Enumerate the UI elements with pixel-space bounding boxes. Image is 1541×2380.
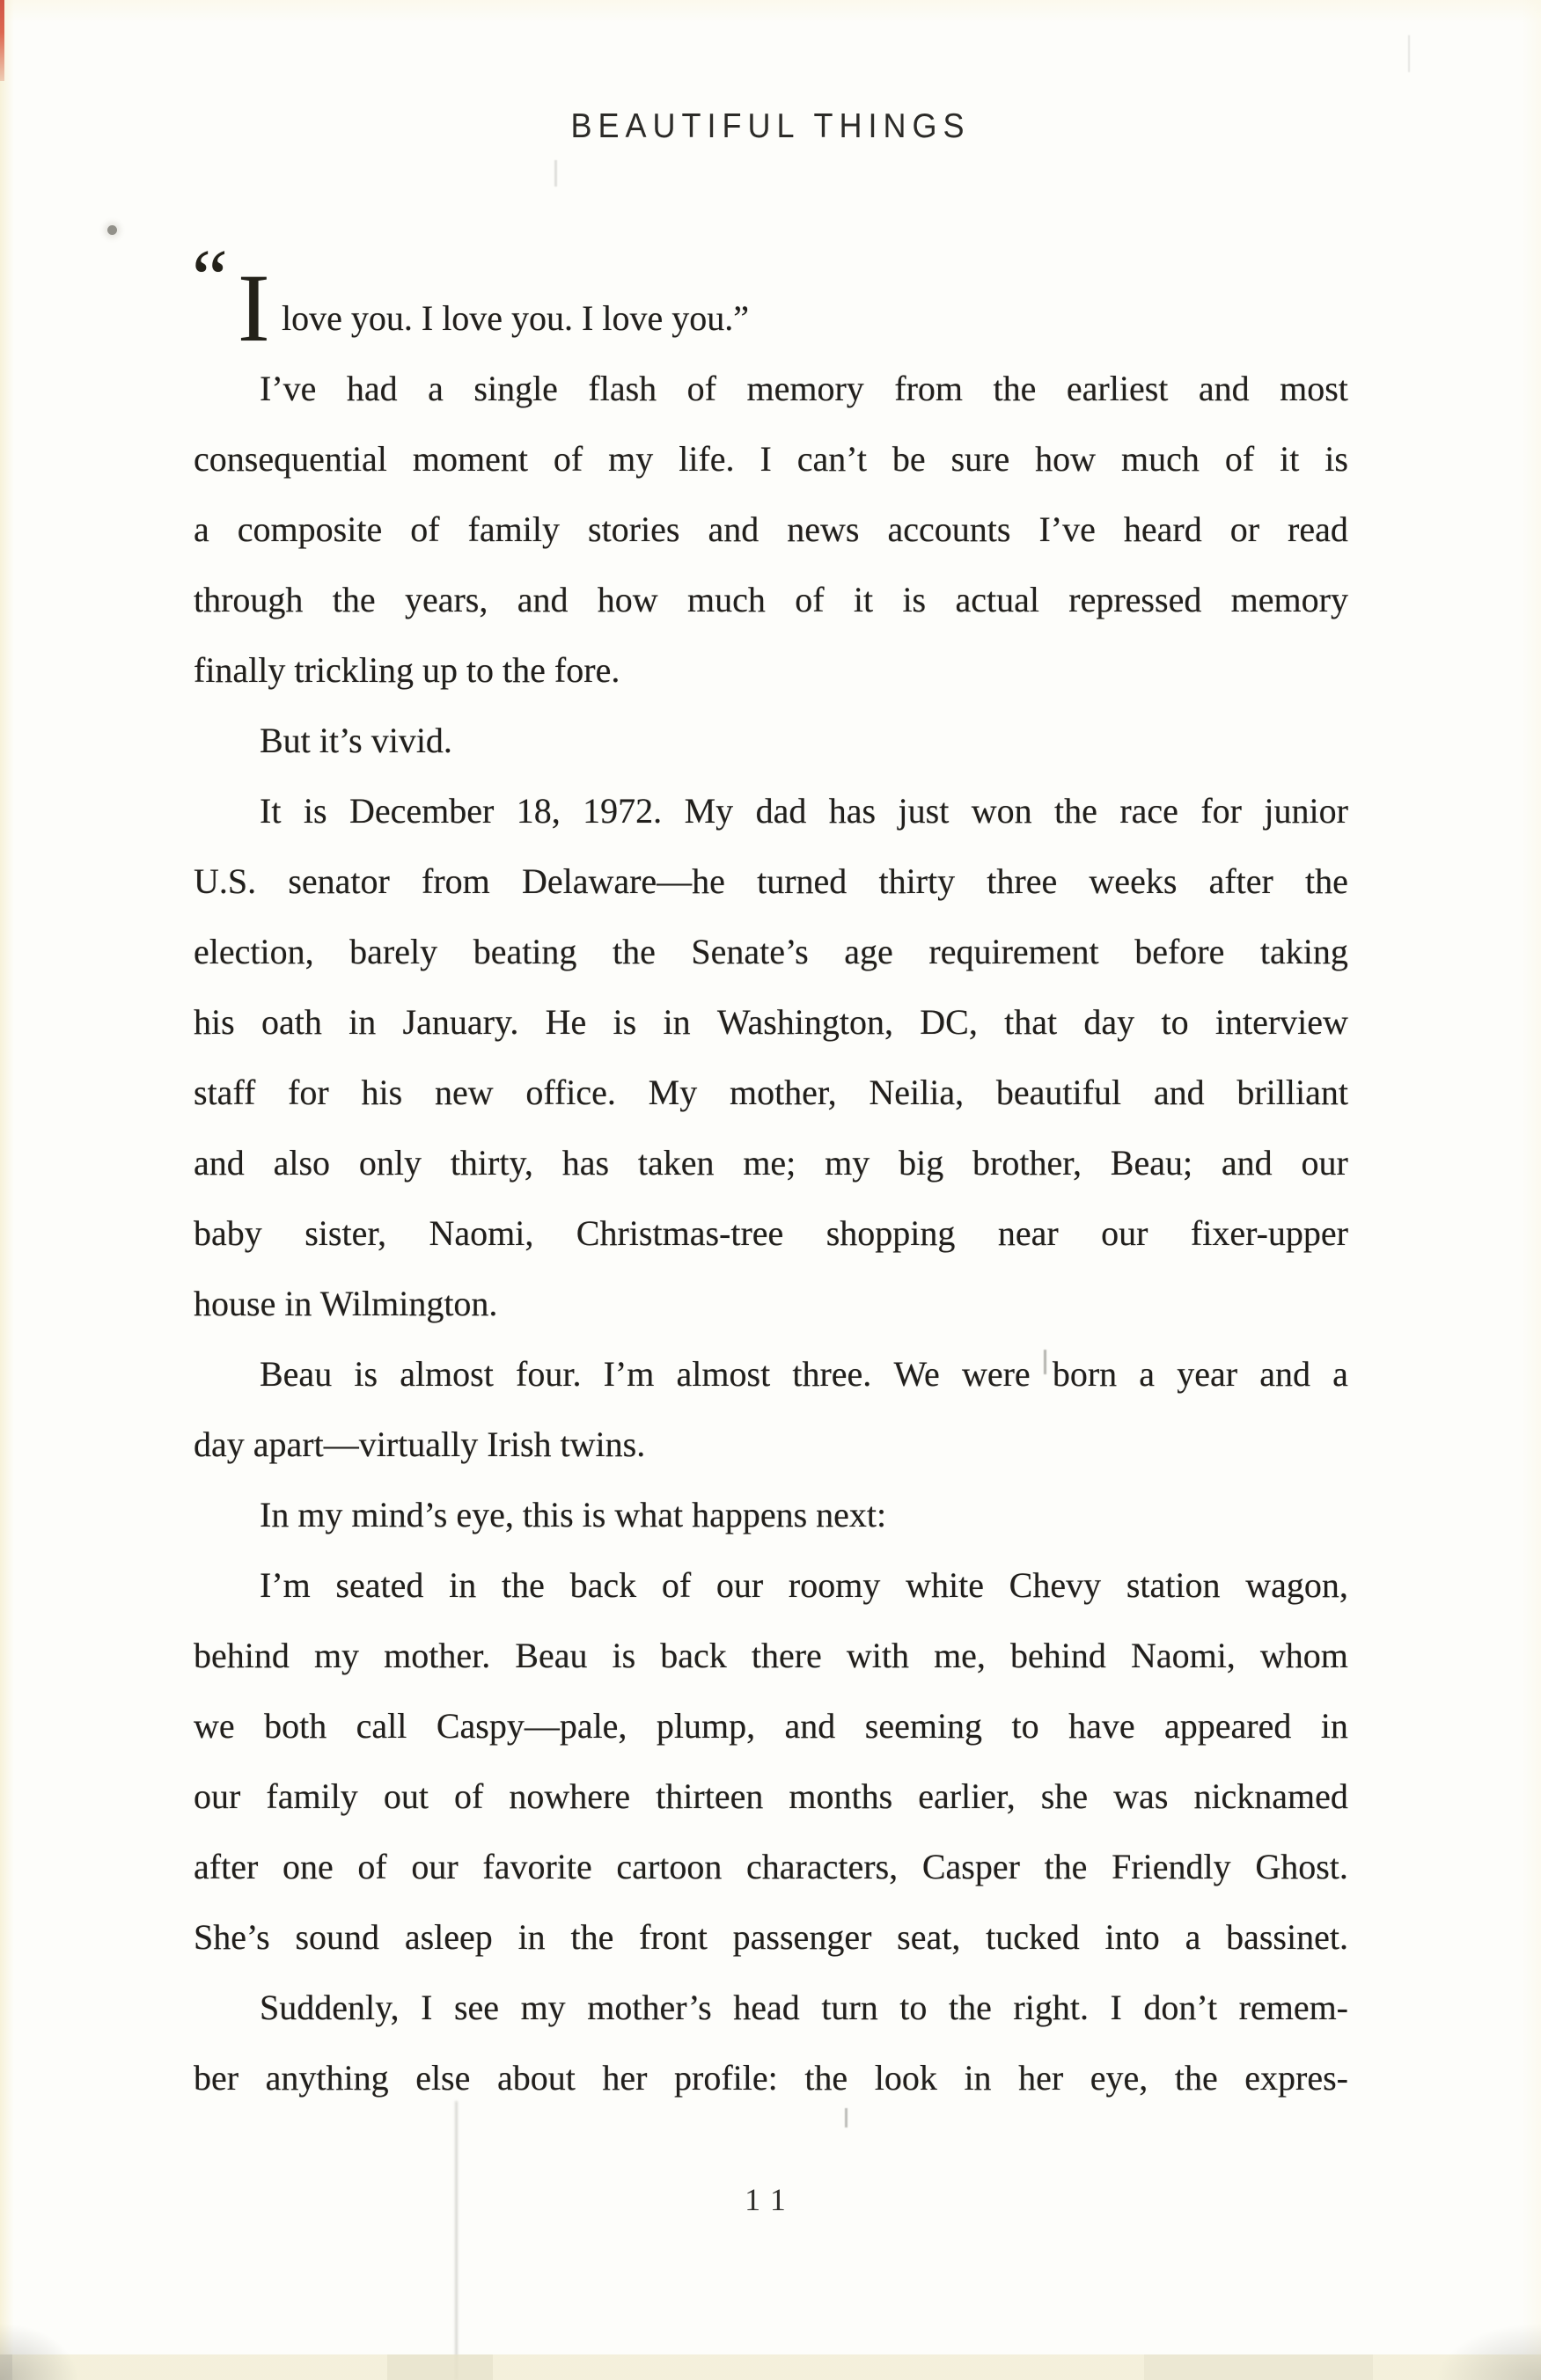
word: new <box>434 1073 494 1112</box>
text-line <box>194 1902 1348 1973</box>
word: her <box>602 2058 648 2098</box>
word: mother’s <box>587 1988 712 2027</box>
word: after <box>1208 861 1273 901</box>
word: my <box>825 1143 870 1183</box>
text-line: day apart—virtually Irish twins. <box>194 1424 646 1464</box>
word: junior <box>1264 791 1348 831</box>
scan-corner-shadow <box>1435 2323 1541 2380</box>
word: how <box>597 580 658 619</box>
word: to <box>899 1988 928 2027</box>
word: Caspy—pale, <box>436 1706 627 1746</box>
word: for <box>288 1073 329 1112</box>
word: December <box>349 791 495 831</box>
word: for <box>1200 791 1242 831</box>
text-line <box>194 917 1348 987</box>
word: news <box>787 509 860 549</box>
word: has <box>828 791 877 831</box>
word: call <box>356 1706 407 1746</box>
word: almost <box>676 1354 771 1394</box>
word: earlier, <box>918 1776 1016 1816</box>
word: the <box>612 932 656 971</box>
word: I’ve <box>1038 509 1096 549</box>
word: anything <box>265 2058 389 2098</box>
word: years, <box>404 580 488 619</box>
word: is <box>902 580 927 619</box>
running-header: BEAUTIFUL THINGS <box>570 106 971 145</box>
word: sure <box>950 439 1010 479</box>
text-line <box>194 565 1348 635</box>
word: the <box>502 1565 545 1605</box>
word: from <box>422 861 490 901</box>
word: from <box>894 369 964 408</box>
word: behind <box>194 1636 290 1675</box>
text-line: finally trickling up to the fore. <box>194 650 620 690</box>
word: family <box>266 1776 358 1816</box>
opening-line-text: love you. I love you. I love you.” <box>282 298 749 338</box>
word: 1972. <box>583 791 663 831</box>
word: months <box>789 1776 893 1816</box>
word: passenger <box>732 1917 872 1957</box>
word: station <box>1126 1565 1221 1605</box>
raised-initial-letter: I <box>238 254 270 362</box>
word: senator <box>288 861 390 901</box>
word: my <box>608 439 654 479</box>
word: her <box>1018 2058 1064 2098</box>
word: one <box>282 1847 334 1886</box>
word: nowhere <box>509 1776 631 1816</box>
word: DC, <box>920 1002 978 1042</box>
word: can’t <box>796 439 867 479</box>
word: in <box>663 1002 691 1042</box>
word: back <box>569 1565 637 1605</box>
word: Naomi, <box>429 1213 534 1253</box>
word: barely <box>349 932 438 971</box>
word: and <box>194 1143 245 1183</box>
word: tucked <box>986 1917 1080 1957</box>
word: also <box>273 1143 331 1183</box>
word: Neilia, <box>869 1073 965 1112</box>
word: oath <box>261 1002 322 1042</box>
word: seeming <box>864 1706 983 1746</box>
word: eye, <box>1090 2058 1148 2098</box>
word: through <box>194 580 304 619</box>
word: nicknamed <box>1193 1776 1348 1816</box>
word: asleep <box>404 1917 493 1957</box>
text-line <box>194 354 1348 424</box>
word: family <box>467 509 560 549</box>
word: in <box>1320 1706 1348 1746</box>
word: It <box>260 791 282 831</box>
word: the <box>948 1988 992 2027</box>
word: race <box>1119 791 1178 831</box>
text-line <box>194 1691 1348 1761</box>
word: of <box>686 369 716 408</box>
word: Beau; <box>1110 1143 1193 1183</box>
body-text-block <box>192 233 1348 2113</box>
word: memory <box>1230 580 1348 619</box>
word: my <box>520 1988 566 2027</box>
word: He <box>545 1002 587 1042</box>
word: I’m <box>603 1354 655 1394</box>
text-line <box>194 1973 1348 2043</box>
word: taken <box>637 1143 715 1183</box>
word: 18, <box>516 791 561 831</box>
word: thirteen <box>656 1776 764 1816</box>
word: the <box>1174 2058 1218 2098</box>
word: mother. <box>384 1636 491 1675</box>
word: and <box>1259 1354 1310 1394</box>
word: baby <box>194 1213 262 1253</box>
scan-artifact-red-mark <box>0 0 4 81</box>
scan-artifact-tick <box>1044 1350 1046 1374</box>
word: a <box>194 509 209 549</box>
word: cartoon <box>616 1847 723 1886</box>
word: election, <box>194 932 314 971</box>
word: moment <box>412 439 528 479</box>
word: is <box>613 1002 637 1042</box>
text-line-opening <box>192 233 1348 362</box>
text-line <box>194 1832 1348 1902</box>
word: I <box>421 1988 433 2027</box>
word: My <box>648 1073 698 1112</box>
word: of <box>357 1847 387 1886</box>
word: remem- <box>1238 1988 1348 2027</box>
word: wagon, <box>1245 1565 1348 1605</box>
word: We <box>893 1354 940 1394</box>
word: just <box>898 791 950 831</box>
word: to <box>1011 1706 1039 1746</box>
word: of <box>553 439 583 479</box>
word: me; <box>743 1143 796 1183</box>
word: of <box>410 509 440 549</box>
word: is <box>354 1354 378 1394</box>
word: and <box>784 1706 836 1746</box>
word: to <box>1161 1002 1189 1042</box>
scan-artifact-tick <box>1408 35 1410 72</box>
word: Naomi, <box>1130 1636 1236 1675</box>
word: front <box>639 1917 708 1957</box>
word: I <box>759 439 772 479</box>
text-line <box>194 1128 1348 1198</box>
word: sister, <box>305 1213 387 1253</box>
word: bassinet. <box>1226 1917 1348 1957</box>
word: back <box>660 1636 727 1675</box>
word: have <box>1068 1706 1135 1746</box>
word: in <box>349 1002 377 1042</box>
word: look <box>874 2058 937 2098</box>
word: My <box>684 791 734 831</box>
word: beating <box>473 932 577 971</box>
word: near <box>997 1213 1059 1253</box>
word: the <box>570 1917 614 1957</box>
word: roomy <box>788 1565 881 1605</box>
word: Beau <box>515 1636 588 1675</box>
word: office. <box>525 1073 616 1112</box>
word: was <box>1113 1776 1169 1816</box>
word: in <box>964 2058 992 2098</box>
word: be <box>892 439 926 479</box>
word: born <box>1052 1354 1118 1394</box>
word: behind <box>1010 1636 1106 1675</box>
text-line <box>194 1339 1348 1410</box>
word: plump, <box>656 1706 756 1746</box>
text-line: In my mind’s eye, this is what happens next: <box>260 1495 887 1534</box>
word: is <box>1325 439 1348 479</box>
word: there <box>751 1636 822 1675</box>
word: stories <box>588 509 680 549</box>
word: flash <box>588 369 657 408</box>
word: Delaware—he <box>521 861 725 901</box>
text-line: house in Wilmington. <box>194 1284 498 1323</box>
word: three. <box>792 1354 872 1394</box>
word: three <box>987 861 1058 901</box>
text-line <box>194 987 1348 1058</box>
word: big <box>899 1143 944 1183</box>
word: she <box>1040 1776 1089 1816</box>
word: the <box>993 369 1037 408</box>
word: four. <box>516 1354 582 1394</box>
word: or <box>1229 509 1260 549</box>
word: is <box>303 791 327 831</box>
word: Suddenly, <box>260 1988 400 2027</box>
opening-quote-mark: “ <box>192 233 224 323</box>
text-line <box>194 846 1348 917</box>
word: a <box>1185 1917 1201 1957</box>
word: whom <box>1259 1636 1348 1675</box>
word: I’ve <box>260 369 317 408</box>
word: consequential <box>194 439 387 479</box>
scan-page-edge-band <box>0 2354 1541 2380</box>
word: thirty <box>878 861 956 901</box>
word: see <box>453 1988 500 2027</box>
word: composite <box>237 509 383 549</box>
word: memory <box>746 369 864 408</box>
word: heard <box>1123 509 1202 549</box>
word: our <box>715 1565 764 1605</box>
word: that <box>1004 1002 1058 1042</box>
word: and <box>708 509 759 549</box>
word: our <box>411 1847 459 1886</box>
scan-artifact-tick <box>554 160 557 187</box>
word: appeared <box>1164 1706 1292 1746</box>
word: She’s <box>194 1917 270 1957</box>
word: it <box>1280 439 1300 479</box>
word: much <box>1121 439 1200 479</box>
word: dad <box>755 791 807 831</box>
text-line <box>194 424 1348 494</box>
word: after <box>194 1847 259 1886</box>
word: Chevy <box>1009 1565 1102 1605</box>
word: repressed <box>1068 580 1202 619</box>
word: year <box>1177 1354 1238 1394</box>
word: seated <box>335 1565 424 1605</box>
word: and <box>517 580 569 619</box>
word: interview <box>1214 1002 1348 1042</box>
word: seat, <box>897 1917 961 1957</box>
word: his <box>194 1002 235 1042</box>
word: and <box>1153 1073 1205 1112</box>
word: I <box>1110 1988 1122 2027</box>
word: our <box>194 1776 241 1816</box>
word: before <box>1134 932 1225 971</box>
word: only <box>358 1143 422 1183</box>
word: age <box>844 932 893 971</box>
word: Senate’s <box>691 932 809 971</box>
word: staff <box>194 1073 256 1112</box>
word: we <box>194 1706 235 1746</box>
word: into <box>1104 1917 1160 1957</box>
word: shopping <box>826 1213 956 1253</box>
word: of <box>661 1565 692 1605</box>
word: I’m <box>260 1565 311 1605</box>
word: else <box>415 2058 471 2098</box>
text-line: But it’s vivid. <box>260 721 452 760</box>
word: profile: <box>674 2058 778 2098</box>
text-line <box>194 1761 1348 1832</box>
text-line <box>194 1058 1348 1128</box>
word: of <box>1224 439 1255 479</box>
text-line <box>194 1198 1348 1269</box>
text-line <box>194 1550 1348 1621</box>
word: turned <box>757 861 848 901</box>
text-line <box>194 1621 1348 1691</box>
word: almost <box>400 1354 494 1394</box>
word: out <box>383 1776 429 1816</box>
text-line <box>194 2043 1348 2113</box>
scan-artifact-crease <box>455 2101 458 2380</box>
word: much <box>687 580 766 619</box>
word: beautiful <box>995 1073 1122 1112</box>
word: his <box>361 1073 403 1112</box>
word: head <box>733 1988 800 2027</box>
word: the <box>1305 861 1348 901</box>
word: characters, <box>746 1847 899 1886</box>
word: ber <box>194 2058 239 2098</box>
word: brilliant <box>1236 1073 1348 1112</box>
word: Casper <box>921 1847 1020 1886</box>
word: weeks <box>1089 861 1178 901</box>
word: were <box>961 1354 1031 1394</box>
word: of <box>454 1776 484 1816</box>
word: Washington, <box>716 1002 894 1042</box>
word: January. <box>402 1002 519 1042</box>
word: Beau <box>260 1354 333 1394</box>
word: our <box>1301 1143 1348 1183</box>
word: life. <box>679 439 735 479</box>
word: most <box>1280 369 1348 408</box>
word: mother, <box>729 1073 837 1112</box>
word: won <box>971 791 1032 831</box>
word: taking <box>1259 932 1348 971</box>
word: fixer-upper <box>1190 1213 1348 1253</box>
word: the <box>1044 1847 1088 1886</box>
word: my <box>313 1636 360 1675</box>
word: brother, <box>972 1143 1082 1183</box>
page-number: 11 <box>745 2182 796 2217</box>
word: requirement <box>928 932 1099 971</box>
word: day <box>1083 1002 1135 1042</box>
word: it <box>853 580 874 619</box>
word: a <box>1332 1354 1348 1394</box>
word: a <box>1139 1354 1156 1394</box>
scan-artifact-tick <box>845 2108 848 2127</box>
word: of <box>795 580 825 619</box>
word: earliest <box>1066 369 1169 408</box>
word: and <box>1221 1143 1273 1183</box>
word: and <box>1198 369 1250 408</box>
word: the <box>804 2058 848 2098</box>
word: Friendly <box>1112 1847 1231 1886</box>
word: favorite <box>482 1847 592 1886</box>
word: right. <box>1013 1988 1089 2027</box>
text-line <box>194 494 1348 565</box>
word: white <box>906 1565 984 1605</box>
scan-corner-shadow <box>0 2323 79 2380</box>
word: is <box>612 1636 636 1675</box>
word: don’t <box>1143 1988 1218 2027</box>
word: our <box>1101 1213 1148 1253</box>
text-line <box>194 776 1348 846</box>
word: has <box>561 1143 610 1183</box>
word: single <box>473 369 558 408</box>
word: expres- <box>1244 2058 1348 2098</box>
word: had <box>346 369 398 408</box>
word: actual <box>955 580 1039 619</box>
word: sound <box>295 1917 380 1957</box>
word: thirty, <box>450 1143 533 1183</box>
word: with <box>846 1636 909 1675</box>
word: a <box>428 369 444 408</box>
word: about <box>496 2058 576 2098</box>
word: the <box>332 580 376 619</box>
word: U.S. <box>194 861 257 901</box>
word: me, <box>934 1636 986 1675</box>
word: accounts <box>887 509 1011 549</box>
word: Ghost. <box>1255 1847 1348 1886</box>
word: Christmas-tree <box>576 1213 784 1253</box>
word: both <box>264 1706 327 1746</box>
scan-artifact-speck <box>107 225 117 235</box>
word: how <box>1035 439 1097 479</box>
word: the <box>1054 791 1097 831</box>
word: turn <box>821 1988 878 2027</box>
word: in <box>449 1565 477 1605</box>
word: read <box>1288 509 1348 549</box>
word: in <box>517 1917 546 1957</box>
